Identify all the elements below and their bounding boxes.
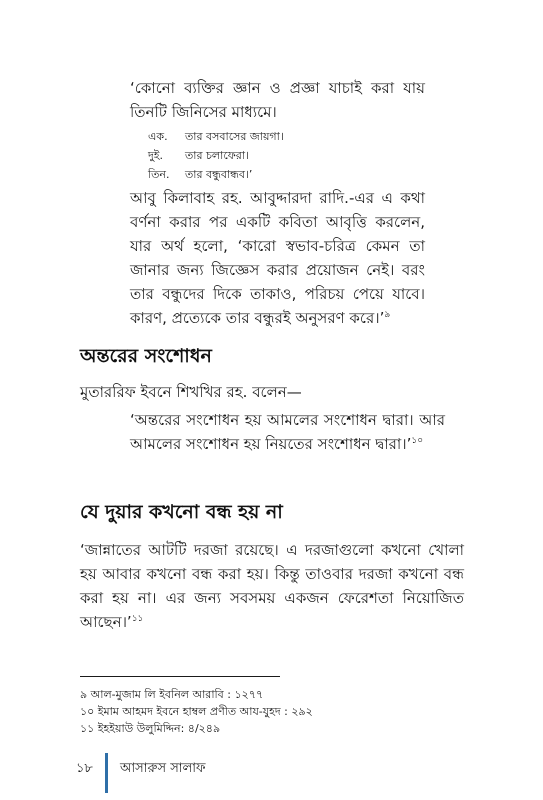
quote-intro-text: ‘কোনো ব্যক্তির জ্ঞান ও প্রজ্ঞা যাচাই করা যায় তিনটি জিনিসের মাধ্যমে। [130,79,425,121]
list-item-text: তার বসবাসের জায়গা। [185,130,284,143]
section-intro [80,380,460,404]
narrative-text: আবু কিলাবাহ রহ. আবুদ্দারদা রাদি.-এর এ কথা বর্ণনা করার পর একটি কবিতা আবৃত্তি করলেন, যার অর্থ হলো, ‘কারো স্বভাব-চরিত্র কেমন তা জানার জন্য জিজ্ঞেস করার প্রয়োজন নেই। বরং তার বন্ধুদের দিকে তাকাও, পরিচয় পেয়ে যাবে। কারণ, প্রত্যেকে তার বন্ধুরই অনুসরণ করে।’ [130,189,425,327]
section-body [80,538,464,634]
section-quote-text: ‘অন্তরের সংশোধন হয় আমলের সংশোধন দ্বারা। আর আমলের সংশোধন হয় নিয়তের সংশোধন দ্বারা।’ [130,411,445,453]
footnote: ৯ আল-মুজাম লি ইবনিল আরাবি : ১২৭৭ [80,688,264,701]
list-item-number: এক. [148,130,168,143]
list-item [148,165,284,184]
running-title: আসারুস সালাফ [120,761,206,776]
narrative-paragraph [130,186,425,330]
list-item [148,146,284,165]
list-item-number: তিন. [148,168,170,181]
list-item [148,127,284,146]
section-body-text: ‘জান্নাতের আটটি দরজা রয়েছে। এ দরজাগুলো কখনো খোলা হয় আবার কখনো বন্ধ করা হয়। কিন্তু তাওবার দরজা কখনো বন্ধ করা হয় না। এর জন্য সবসময় একজন ফেরেশতা নিয়োজিত আছেন।’ [80,541,464,631]
section-heading: অন্তরের সংশোধন [80,345,212,367]
footnotes [80,686,313,737]
section-heading: যে দুয়ার কখনো বন্ধ হয় না [80,501,283,523]
footer-accent-bar [105,753,108,793]
footnote-ref: ১০ [411,436,424,446]
numbered-list [148,127,284,184]
section-intro-text: মুতাররিফ ইবনে শিখখির রহ. বলেন— [80,383,302,401]
page-number: ১৮ [76,761,93,776]
quote-intro [130,76,425,124]
footnote-ref: ৯ [384,310,391,320]
section-quote [130,408,445,456]
footnote-ref: ১১ [131,614,144,624]
footnote: ১১ ইহইয়াউ উলুমিদ্দিন: ৪/২৪৯ [80,722,221,735]
list-item-number: দুই. [148,149,163,162]
footnote-divider [80,676,280,677]
list-item-text: তার বন্ধুবান্ধব।’ [185,168,253,181]
list-item-text: তার চলাফেরা। [185,149,249,162]
footnote: ১০ ইমাম আহমদ ইবনে হাম্বল প্রণীত আয-যুহদ : ২৯২ [80,705,313,718]
